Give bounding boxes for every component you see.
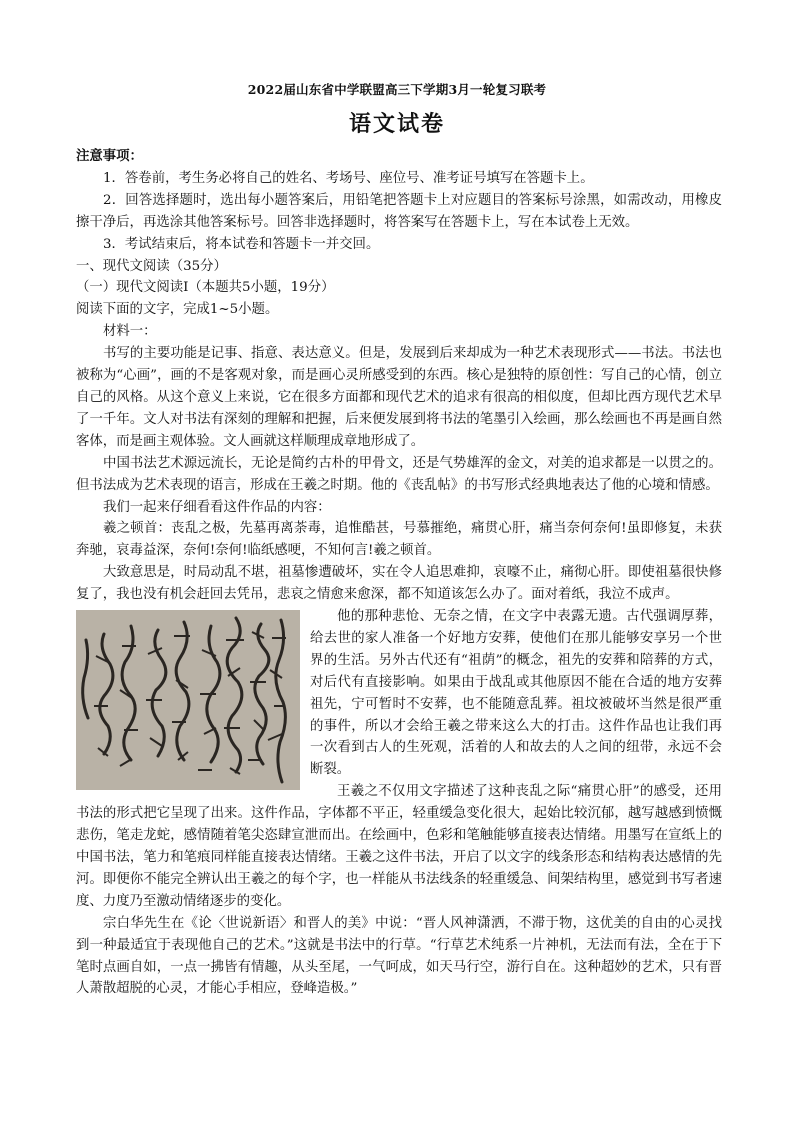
paragraph-2: 中国书法艺术源远流长，无论是简约古朴的甲骨文，还是气势雄浑的金文，对美的追求都是一以贯之的。但书法成为艺术表现的语言，形成在王羲之时期。他的《丧乱帖》的书写形式经典地表达了他的心境和情感。: [76, 455, 722, 493]
section-heading: 一、现代文阅读（35分）: [76, 258, 227, 274]
paragraph-3: 我们一起来仔细看看这件作品的内容：: [103, 499, 331, 515]
exam-body: [76, 146, 722, 1000]
material-label: 材料一：: [103, 324, 157, 340]
paragraph-5: 大致意思是，时局动乱不堪，祖墓惨遭破坏，实在令人追思难抑，哀嚎不止，痛彻心肝。即使祖墓很快修复了，我也没有机会赶回去凭吊，悲哀之情愈来愈深，都不知道该怎么办了。面对着纸，我泣不成声。: [76, 565, 722, 603]
section-instruction: 阅读下面的文字，完成1~5小题。: [76, 302, 279, 318]
calligraphy-strokes: [76, 610, 300, 790]
notice-heading: 注意事项：: [76, 148, 143, 164]
paragraph-1: 书写的主要功能是记事、指意、表达意义。但是，发展到后来却成为一种艺术表现形式——书法。书法也被称为“心画”，画的不是客观对象，而是画心灵所感受到的东西。核心是独特的原创性：写自己的心情，创立自己的风格。从这个意义上来说，它在很多方面都和现代艺术的追求有很高的相似度，但却比西方现代艺术早了一千年。文人对书法有深刻的理解和把握，后来便发展到将书法的笔墨引入绘画，那么绘画也不再是画自然客体，而是画主观体验。文人画就这样顺理成章地形成了。: [76, 346, 722, 449]
section-sub-heading: （一）现代文阅读Ⅰ（本题共5小题，19分）: [76, 280, 335, 296]
exam-subtitle: 2022届山东省中学联盟高三下学期3月一轮复习联考: [247, 82, 547, 97]
paragraph-4: 羲之顿首：丧乱之极，先墓再离荼毒，追惟酷甚，号慕摧绝，痛贯心肝，痛当奈何奈何!虽即修复，未获奔驰，哀毒益深，奈何!奈何!临纸感哽，不知何言!羲之顿首。: [76, 521, 722, 559]
notice-item-1: 1．答卷前，考生务必将自己的姓名、考场号、座位号、准考证号填写在答题卡上。: [103, 170, 594, 186]
notice-item-2: 2．回答选择题时，选出每小题答案后，用铅笔把答题卡上对应题目的答案标号涂黑，如需改动，用橡皮擦干净后，再选涂其他答案标号。回答非选择题时，将答案写在答题卡上，写在本试卷上无效。: [76, 192, 722, 230]
notice-item-3: 3．考试结束后，将本试卷和答题卡一并交回。: [103, 236, 380, 252]
paragraph-6: 他的那种悲怆、无奈之情，在文字中表露无遗。古代强调厚葬，给去世的家人准备一个好地方安葬，使他们在那儿能够安享另一个世界的生活。另外古代还有“祖荫”的概念，祖先的安葬和陪葬的方式，对后代有直接影响。如果由于战乱或其他原因不能在合适的地方安葬祖先，宁可暂时不安葬，也不能随意乱葬。祖坟被破坏当然是很严重的事件，所以才会给王羲之带来这么大的打击。这件作品也让我们再一次看到古人的生死观，活着的人和故去的人之间的纽带，永远不会断裂。: [310, 609, 722, 778]
calligraphy-image: [76, 610, 300, 790]
exam-title: 语文试卷: [348, 111, 445, 137]
paragraph-8: 宗白华先生在《论〈世说新语〉和晋人的美》中说：“晋人风神潇洒，不滞于物，这优美的自由的心灵找到一种最适宜于表现他自己的艺术。”这就是书法中的行草。“行草艺术纯系一片神机，无法而有法，全在于下笔时点画自如，一点一拂皆有情趣，从头至尾，一气呵成，如天马行空，游行自在。这种超妙的艺术，只有晋人萧散超脱的心灵，才能心手相应，登峰造极。”: [76, 915, 722, 997]
paragraph-7: 王羲之不仅用文字描述了这种丧乱之际“痛贯心肝”的感受，还用书法的形式把它呈现了出来。这件作品，字体都不平正，轻重缓急变化很大，起始比较沉郁，越写越感到愤慨悲伤，笔走龙蛇，感情随着笔尖恣肆宣泄而出。在绘画中，色彩和笔触能够直接表达情绪。用墨写在宣纸上的中国书法，笔力和笔痕同样能直接表达情绪。王羲之这件书法，开启了以文字的线条形态和结构表达感情的先河。即便你不能完全辨认出王羲之的每个字，也一样能从书法线条的轻重缓急、间架结构里，感觉到书写者速度、力度乃至激动情绪逐步的变化。: [76, 784, 722, 909]
